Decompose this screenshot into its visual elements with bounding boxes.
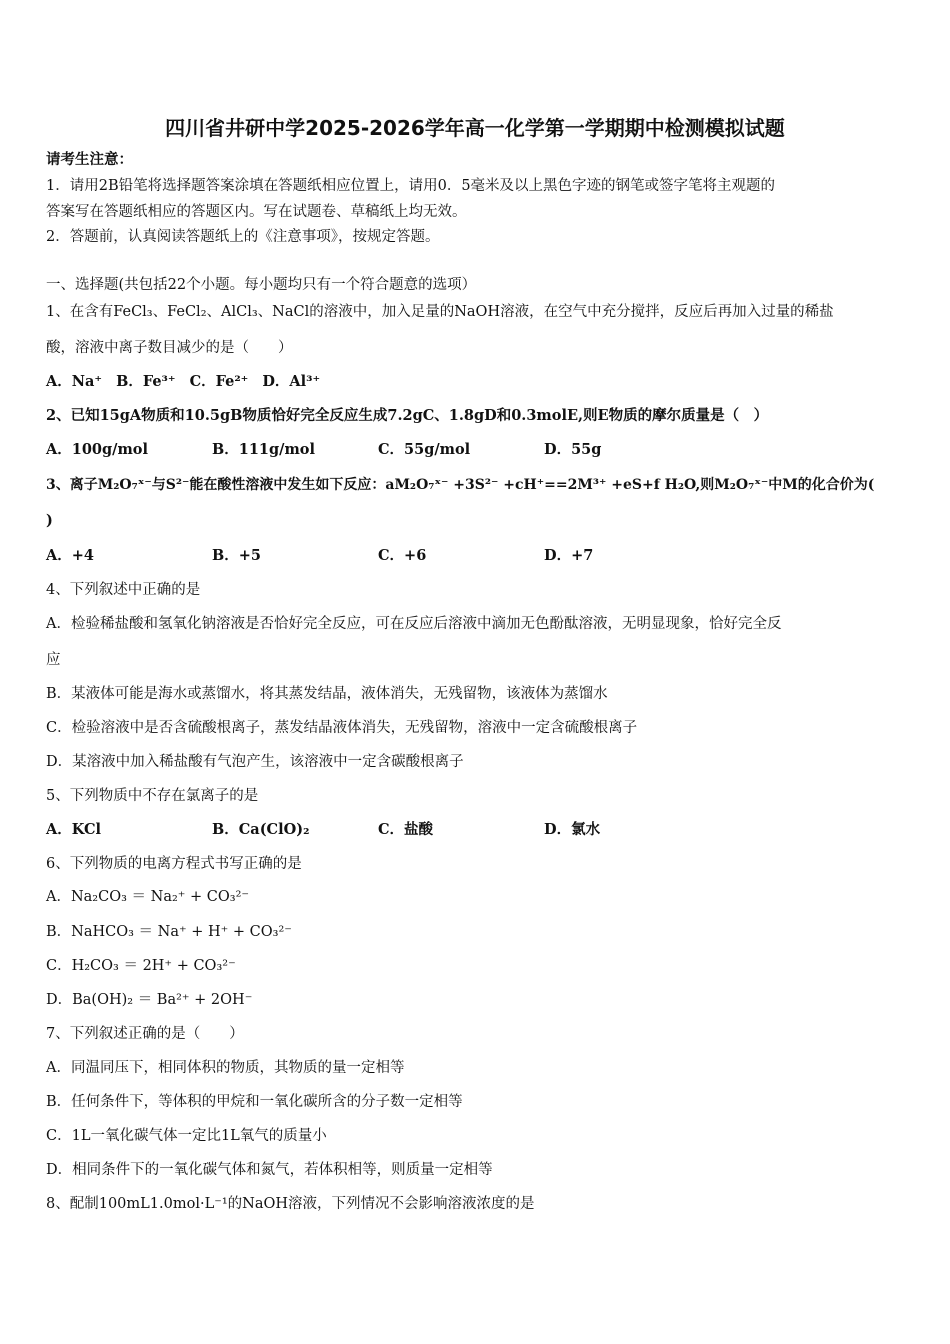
q1-option-c: C．Fe²⁺ (189, 373, 249, 390)
q4-stem: 4、下列叙述中正确的是 (46, 582, 201, 598)
q5-option-d: D．氯水 (544, 821, 601, 838)
q7-stem: 7、下列叙述正确的是（ ） (46, 1026, 244, 1042)
q4-option-a-line1: A．检验稀盐酸和氢氧化钠溶液是否恰好完全反应，可在反应后溶液中滴加无色酚酞溶液，无明显现象，恰好完全反 (46, 616, 782, 632)
q1-option-b: B．Fe³⁺ (116, 373, 176, 390)
q6-stem: 6、下列物质的电离方程式书写正确的是 (46, 856, 302, 872)
q3-stem-a: 3、离子M₂O₇ˣ⁻与S²⁻能在酸性溶液中发生如下反应：aM₂O₇ˣ⁻ +3S²⁻ +cH⁺==2M³⁺ +eS+f H₂O,则M₂O₇ˣ⁻中M的化合价为( (46, 477, 875, 493)
q7-option-b: B．任何条件下，等体积的甲烷和一氧化碳所含的分子数一定相等 (46, 1094, 463, 1110)
q3-option-b: B．+5 (212, 547, 261, 564)
q6-option-b: B．NaHCO₃ ＝ Na⁺ + H⁺ + CO₃²⁻ (46, 924, 292, 940)
q5-option-a: A．KCl (46, 821, 102, 838)
q4-option-c: C．检验溶液中是否含硫酸根离子，蒸发结晶液体消失，无残留物，溶液中一定含硫酸根离子 (46, 720, 638, 736)
q3-options (46, 546, 910, 566)
q2-option-b: B．111g/mol (212, 441, 315, 458)
q4-option-a-line2: 应 (46, 652, 61, 668)
q3-stem-b: ) (46, 512, 53, 529)
q1-stem-b: 酸，溶液中离子数目减少的是（ ） (46, 340, 293, 356)
q2-stem: 2、已知15gA物质和10.5gB物质恰好完全反应生成7.2gC、1.8gD和0.3molE,则E物质的摩尔质量是（ ） (46, 407, 769, 424)
q2-option-a: A．100g/mol (46, 441, 148, 458)
notice-heading: 请考生注意： (46, 151, 133, 168)
q5-option-c: C．盐酸 (378, 821, 434, 838)
q5-option-b: B．Ca(ClO)₂ (212, 821, 310, 838)
q1-options (46, 372, 910, 392)
section-heading: 一、选择题(共包括22个小题。每小题均只有一个符合题意的选项） (46, 277, 477, 293)
q1-stem-a: 1、在含有FeCl₃、FeCl₂、AlCl₃、NaCl的溶液中，加入足量的NaOH溶液，在空气中充分搅拌，反应后再加入过量的稀盐 (46, 304, 834, 320)
q5-stem: 5、下列物质中不存在氯离子的是 (46, 788, 259, 804)
q6-option-d: D．Ba(OH)₂ ＝ Ba²⁺ + 2OH⁻ (46, 992, 253, 1008)
notice-item-1a: 1．请用2B铅笔将选择题答案涂填在答题纸相应位置上，请用0．5毫米及以上黑色字迹的钢笔或签字笔将主观题的 (46, 178, 776, 194)
q4-option-d: D．某溶液中加入稀盐酸有气泡产生，该溶液中一定含碳酸根离子 (46, 754, 464, 770)
notice-item-2: 2．答题前，认真阅读答题纸上的《注意事项》，按规定答题。 (46, 229, 440, 245)
q1-option-a: A．Na⁺ (46, 373, 103, 390)
q1-option-d: D．Al³⁺ (262, 373, 321, 390)
q7-option-d: D．相同条件下的一氧化碳气体和氮气，若体积相等，则质量一定相等 (46, 1162, 493, 1178)
q4-option-b: B．某液体可能是海水或蒸馏水，将其蒸发结晶，液体消失，无残留物，该液体为蒸馏水 (46, 686, 608, 702)
q7-option-c: C．1L一氧化碳气体一定比1L氧气的质量小 (46, 1128, 327, 1144)
q2-option-d: D．55g (544, 441, 602, 458)
q5-options (46, 820, 910, 840)
q2-option-c: C．55g/mol (378, 441, 471, 458)
q2-options (46, 440, 910, 460)
notice-item-1b: 答案写在答题纸相应的答题区内。写在试题卷、草稿纸上均无效。 (46, 204, 467, 220)
q7-option-a: A．同温同压下，相同体积的物质，其物质的量一定相等 (46, 1060, 405, 1076)
q3-option-c: C．+6 (378, 547, 427, 564)
q3-option-a: A．+4 (46, 547, 94, 564)
exam-title: 四川省井研中学2025-2026学年高一化学第一学期期中检测模拟试题 (165, 116, 785, 140)
q6-option-c: C．H₂CO₃ ＝ 2H⁺ + CO₃²⁻ (46, 958, 236, 974)
q6-option-a: A．Na₂CO₃ ＝ Na₂⁺ + CO₃²⁻ (46, 889, 250, 905)
q8-stem: 8、配制100mL1.0mol·L⁻¹的NaOH溶液，下列情况不会影响溶液浓度的是 (46, 1196, 535, 1212)
q3-option-d: D．+7 (544, 547, 594, 564)
